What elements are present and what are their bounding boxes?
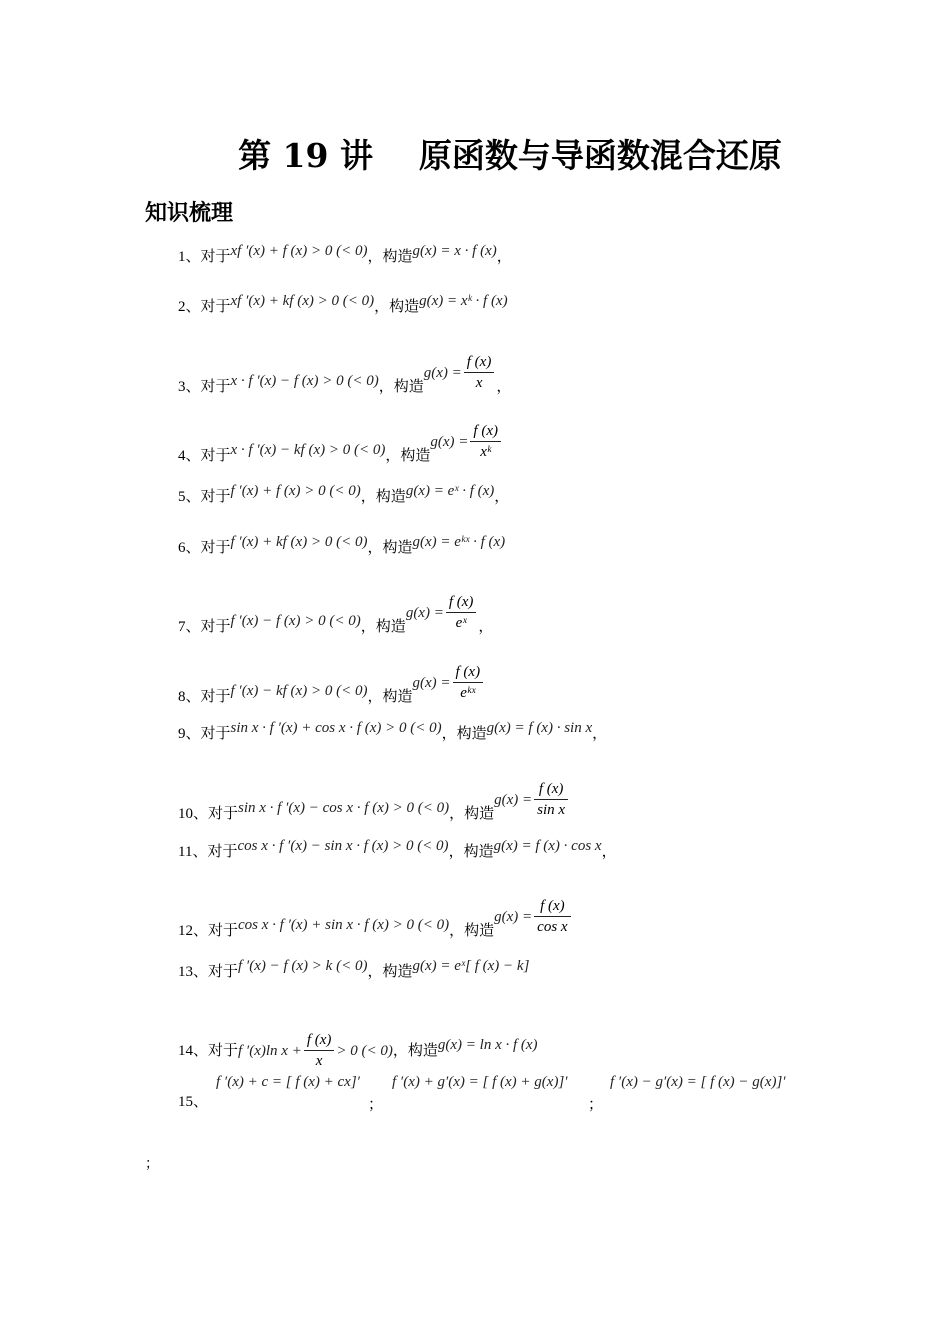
- condition-formula: f ′(x) − f (x) > 0 (< 0): [230, 613, 361, 629]
- condition-formula: sin x · f ′(x) + cos x · f (x) > 0 (< 0): [230, 720, 442, 736]
- label-construct: ，构造: [448, 842, 494, 860]
- trailing-semicolon: ；: [145, 1156, 159, 1172]
- result-formula: g(x) = xᵏ · f (x): [419, 293, 508, 309]
- label-construct: ，构造: [441, 724, 487, 742]
- fraction-denominator: cos x: [537, 919, 568, 935]
- fraction-numerator: f (x): [534, 779, 568, 800]
- condition-formula: f ′(x) + f (x) > 0 (< 0): [230, 483, 361, 499]
- label-for: 、对于: [185, 247, 231, 265]
- item-number: 7: [178, 619, 186, 635]
- result-formula: g(x) = x · f (x): [412, 243, 497, 259]
- label-construct: ，构造: [367, 247, 413, 265]
- trailing-comma: ，: [592, 724, 608, 742]
- result-fraction: [446, 592, 477, 633]
- list-item-1: [178, 243, 512, 267]
- label-construct: ，构造: [385, 446, 431, 464]
- separator: ；: [368, 1095, 384, 1113]
- label-construct: ，构造: [449, 804, 495, 822]
- trailing-comma: ，: [601, 842, 617, 860]
- list-item-12: [178, 898, 573, 951]
- label-for: 、对于: [185, 724, 231, 742]
- result-formula: g(x) = eˣ[ f (x) − k]: [412, 958, 530, 974]
- label-for: 、对于: [185, 617, 231, 635]
- trailing-comma: ，: [478, 617, 494, 635]
- result-fraction: [534, 896, 570, 937]
- list-item-8: [178, 664, 485, 717]
- trailing-comma: ，: [496, 377, 512, 395]
- condition-prefix: f ′(x)ln x +: [238, 1043, 302, 1059]
- result-formula: g(x) = ln x · f (x): [437, 1037, 538, 1053]
- label-for: 、对于: [193, 804, 239, 822]
- result-lhs: g(x) =: [494, 792, 533, 808]
- item-number: 12: [178, 923, 193, 939]
- label-for: 、对于: [185, 687, 231, 705]
- result-formula: g(x) = f (x) · sin x: [486, 720, 593, 736]
- fraction-denominator: xᵏ: [480, 444, 492, 460]
- fraction-numerator: f (x): [453, 662, 484, 683]
- result-fraction: [470, 421, 501, 462]
- condition-formula: x · f ′(x) − kf (x) > 0 (< 0): [230, 442, 386, 458]
- condition-formula: xf ′(x) + kf (x) > 0 (< 0): [230, 293, 375, 309]
- list-item-7: [178, 594, 494, 647]
- fraction-numerator: f (x): [470, 421, 501, 442]
- trailing-comma: ，: [494, 487, 510, 505]
- list-item-5: [178, 483, 510, 507]
- label-for: 、对于: [185, 487, 231, 505]
- list-item-13: [178, 958, 530, 982]
- item-number: 15、: [178, 1094, 209, 1110]
- result-lhs: g(x) =: [423, 365, 462, 381]
- item-number: 4: [178, 448, 186, 464]
- result-lhs: g(x) =: [405, 605, 444, 621]
- item-number: 11: [178, 844, 193, 860]
- label-construct: ，构造: [360, 487, 406, 505]
- fraction-numerator: f (x): [464, 352, 495, 373]
- list-item-6: [178, 534, 506, 558]
- condition-formula: x · f ′(x) − f (x) > 0 (< 0): [230, 373, 379, 389]
- list-item-10: [178, 781, 570, 834]
- item-number: 14: [178, 1043, 193, 1059]
- item-number: 5: [178, 489, 186, 505]
- condition-formula: f ′(x) − kf (x) > 0 (< 0): [230, 683, 368, 699]
- label-construct: ，构造: [360, 617, 406, 635]
- fraction-denominator: sin x: [537, 802, 566, 818]
- list-item-15: [178, 1072, 828, 1122]
- result-lhs: g(x) =: [412, 675, 451, 691]
- result-lhs: g(x) =: [430, 434, 469, 450]
- label-for: 、对于: [192, 842, 238, 860]
- item-number: 10: [178, 806, 193, 822]
- condition-formula: cos x · f ′(x) − sin x · f (x) > 0 (< 0): [237, 838, 449, 854]
- label-for: 、对于: [185, 538, 231, 556]
- result-formula: g(x) = eᵏˣ · f (x): [412, 534, 506, 550]
- condition-formula: f ′(x) + kf (x) > 0 (< 0): [230, 534, 368, 550]
- formula-3: f ′(x) − g′(x) = [ f (x) − g(x)]′: [610, 1074, 786, 1090]
- item-number: 13: [178, 964, 193, 980]
- fraction-numerator: f (x): [446, 592, 477, 613]
- label-for: 、对于: [185, 446, 231, 464]
- item-number: 2: [178, 299, 186, 315]
- fraction-denominator: x: [475, 375, 483, 391]
- fraction-denominator: x: [315, 1053, 323, 1069]
- list-item-14: [178, 1030, 538, 1071]
- label-construct: ，构造: [378, 377, 424, 395]
- label-construct: ，构造: [367, 962, 413, 980]
- item-number: 3: [178, 379, 186, 395]
- fraction-numerator: f (x): [304, 1030, 335, 1051]
- fraction-denominator: eˣ: [455, 615, 467, 631]
- list-item-3: [178, 354, 512, 407]
- label-for: 、对于: [193, 921, 239, 939]
- label-for: 、对于: [185, 377, 231, 395]
- item-number: 6: [178, 540, 186, 556]
- label-for: 、对于: [193, 962, 239, 980]
- item-number: 9: [178, 726, 186, 742]
- section-heading: 知识梳理: [145, 201, 234, 226]
- condition-formula: xf ′(x) + f (x) > 0 (< 0): [230, 243, 368, 259]
- condition-suffix: > 0 (< 0): [336, 1043, 393, 1059]
- condition-formula: sin x · f ′(x) − cos x · f (x) > 0 (< 0): [238, 800, 450, 816]
- result-formula: g(x) = eˣ · f (x): [405, 483, 495, 499]
- result-fraction: [534, 779, 568, 820]
- list-item-4: [178, 423, 503, 476]
- formula-1: f ′(x) + c = [ f (x) + cx]′: [216, 1074, 360, 1090]
- result-formula: g(x) = f (x) · cos x: [493, 838, 602, 854]
- page-title: 第 19 讲 原函数与导函数混合还原: [238, 136, 782, 175]
- result-fraction: [464, 352, 495, 393]
- condition-fraction: [304, 1030, 335, 1071]
- label-construct: ，构造: [367, 687, 413, 705]
- fraction-numerator: f (x): [534, 896, 570, 917]
- label-construct: ，构造: [449, 921, 495, 939]
- label-construct: ，构造: [392, 1041, 438, 1059]
- item-number: 8: [178, 689, 186, 705]
- fraction-denominator: eᵏˣ: [460, 685, 476, 701]
- list-item-11: [178, 838, 617, 862]
- formula-2: f ′(x) + g′(x) = [ f (x) + g(x)]′: [392, 1074, 568, 1090]
- separator: ；: [588, 1095, 604, 1113]
- result-lhs: g(x) =: [494, 909, 533, 925]
- item-number: 1: [178, 249, 186, 265]
- result-fraction: [453, 662, 484, 703]
- list-item-9: [178, 720, 608, 744]
- label-construct: ，构造: [367, 538, 413, 556]
- label-for: 、对于: [185, 297, 231, 315]
- condition-formula: f ′(x) − f (x) > k (< 0): [238, 958, 368, 974]
- label-for: 、对于: [193, 1041, 239, 1059]
- condition-formula: cos x · f ′(x) + sin x · f (x) > 0 (< 0): [238, 917, 450, 933]
- trailing-comma: ，: [496, 247, 512, 265]
- list-item-2: [178, 293, 508, 317]
- label-construct: ，构造: [374, 297, 420, 315]
